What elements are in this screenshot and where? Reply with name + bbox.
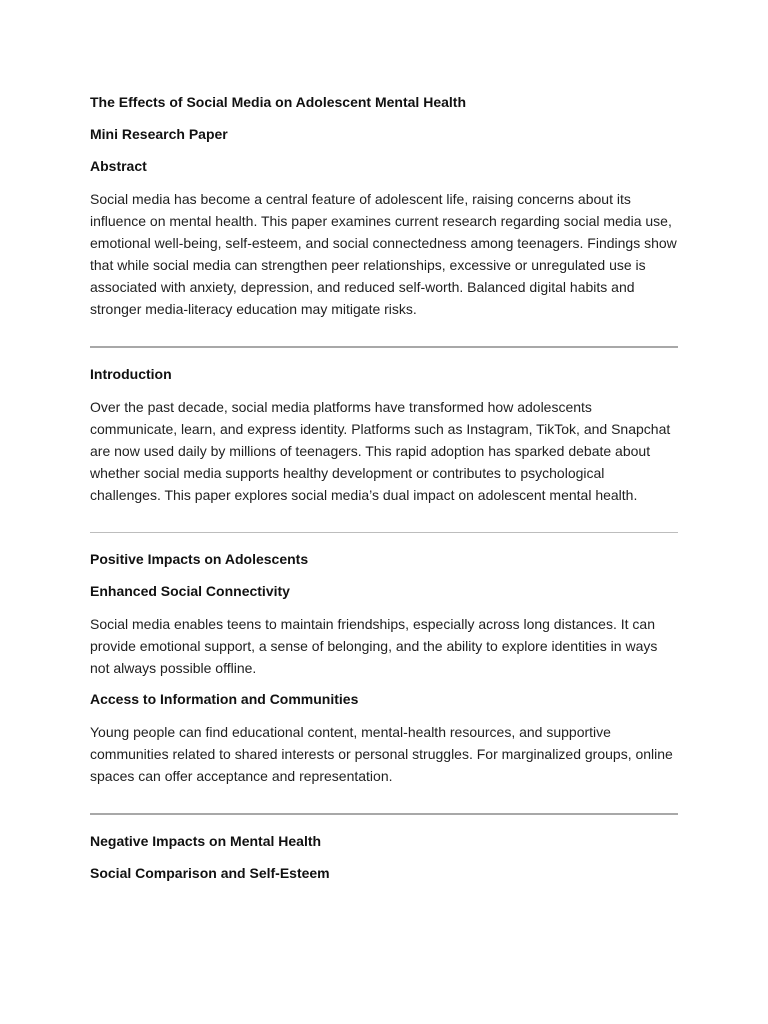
section-divider: [90, 532, 678, 533]
section-divider: [90, 346, 678, 348]
document-title: The Effects of Social Media on Adolescent Mental Health: [90, 94, 466, 110]
information-communities-heading: Access to Information and Communities: [90, 691, 359, 707]
social-connectivity-body: Social media enables teens to maintain friendships, especially across long distances. It can provide emotional support, a sense of belonging, and the ability to explore identities in ways not always possible offline.: [90, 616, 658, 676]
information-communities-body: Young people can find educational content, mental-health resources, and supportive communities related to shared interests or personal struggles. For marginalized groups, online spaces can offer acceptance and representation.: [90, 724, 673, 784]
introduction-heading: Introduction: [90, 366, 172, 382]
social-connectivity-heading: Enhanced Social Connectivity: [90, 583, 290, 599]
abstract-heading: Abstract: [90, 158, 147, 174]
positive-impacts-heading: Positive Impacts on Adolescents: [90, 551, 309, 567]
negative-impacts-heading: Negative Impacts on Mental Health: [90, 833, 322, 849]
introduction-body: Over the past decade, social media platforms have transformed how adolescents communicate, learn, and express identity. Platforms such as Instagram, TikTok, and Snapchat are now used daily by millions of teenagers. This rapid adoption has sparked debate about whether social media supports healthy development or contributes to psychological challenges. This paper explores social media’s dual impact on adolescent mental health.: [90, 399, 671, 503]
social-comparison-heading: Social Comparison and Self-Esteem: [90, 865, 330, 881]
section-divider: [90, 813, 678, 815]
document-subtitle: Mini Research Paper: [90, 126, 228, 142]
abstract-body: Social media has become a central feature of adolescent life, raising concerns about its influence on mental health. This paper examines current research regarding social media use, emotional well-being, self-esteem, and social connectedness among teenagers. Findings show that while social media can strengthen peer relationships, excessive or unregulated use is associated with anxiety, depression, and reduced self-worth. Balanced digital habits and stronger media-literacy education may mitigate risks.: [90, 191, 677, 317]
